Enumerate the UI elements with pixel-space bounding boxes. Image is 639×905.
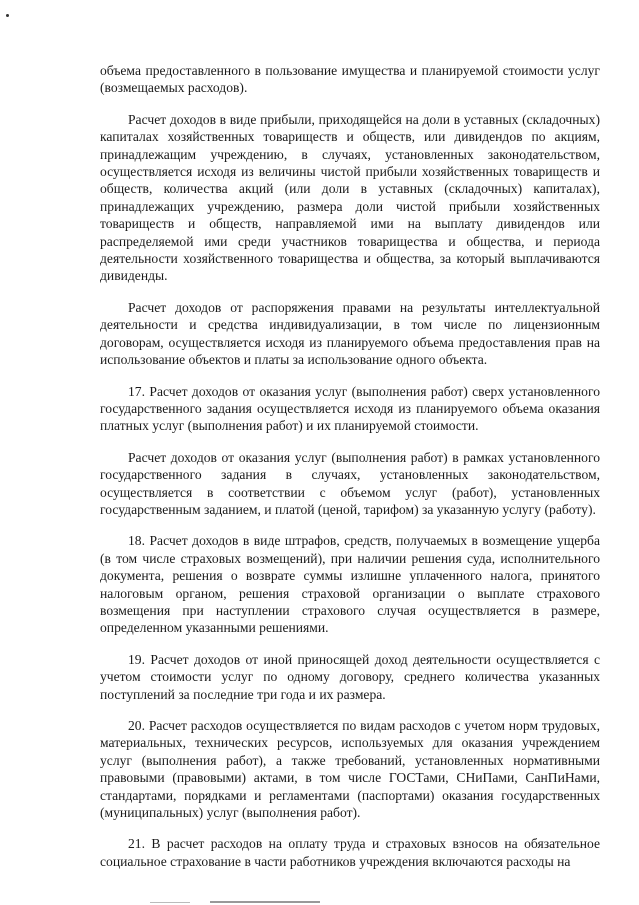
paragraph-17-state-task: Расчет доходов от оказания услуг (выполнения работ) в рамках установленного государственного задания в случаях, установленных законодательством, осуществляется в соответствии с объемом услуг (работ), установленных государственным заданием, и платой (ценой, тарифом) за указанную услугу (работу). <box>100 449 600 517</box>
scan-speck <box>6 14 9 17</box>
paragraph-20: 20. Расчет расходов осуществляется по видам расходов с учетом норм трудовых, материальных, технических ресурсов, используемых для оказания учреждением услуг (выполнения работ), а также требований, установленных нормативными правовыми (правовыми) актами, в том числе ГОСТами, СНиПами, СанПиНами, стандартами, порядками и регламентами (паспортами) оказания государственных (муниципальных) услуг (выполнения работ). <box>100 718 600 821</box>
paragraph-intellectual-property: Расчет доходов от распоряжения правами на результаты интеллектуальной деятельности и средства индивидуализации, в том числе по лицензионным договорам, осуществляется исходя из планируемого объема предоставления прав на использование объектов и платы за использование одного объекта. <box>100 299 600 368</box>
paragraph-profit-dividends: Расчет доходов в виде прибыли, приходящейся на доли в уставных (складочных) капиталах хозяйственных товариществ и обществ, или дивидендов по акциям, принадлежащим учреждению, в случаях, установленных законодательством, осуществляется исходя из величины чистой прибыли хозяйственных товариществ и обществ, количества акций (или доли в уставных (складочных) капиталах), принадлежащих учреждению, размера доли чистой прибыли хозяйственных товариществ и обществ, направляемой ими на выплату дивидендов или распределяемой ими среди участников товарищества и общества, и периода деятельности хозяйственного товарищества и общества, за который выплачиваются дивиденды. <box>100 111 600 284</box>
scan-artifact-line <box>210 901 320 903</box>
scan-artifact-line <box>150 902 190 903</box>
paragraph-18: 18. Расчет доходов в виде штрафов, средств, получаемых в возмещение ущерба (в том числе страховых возмещений), при наличии решения суда, исполнительного документа, решения о возврате суммы излишне уплаченного налога, принятого налоговым органом, решения страховой организации о выплате страхового возмещения при наступлении страхового случая осуществляется в размере, определенном указанными решениями. <box>100 533 600 636</box>
paragraph-21: 21. В расчет расходов на оплату труда и страховых взносов на обязательное социальное страхование в части работников учреждения включаются расходы на <box>100 836 600 869</box>
paragraph-19: 19. Расчет доходов от иной приносящей доход деятельности осуществляется с учетом стоимости услуг по одному договору, среднего количества указанных поступлений за последние три года и их размера. <box>100 651 600 702</box>
document-body <box>100 62 600 884</box>
paragraph-continuation: объема предоставленного в пользование имущества и планируемой стоимости услуг (возмещаемых расходов). <box>100 63 600 96</box>
paragraph-17: 17. Расчет доходов от оказания услуг (выполнения работ) сверх установленного государственного задания осуществляется исходя из планируемого объема оказания платных услуг (выполнения работ) и их планируемой стоимости. <box>100 383 600 434</box>
